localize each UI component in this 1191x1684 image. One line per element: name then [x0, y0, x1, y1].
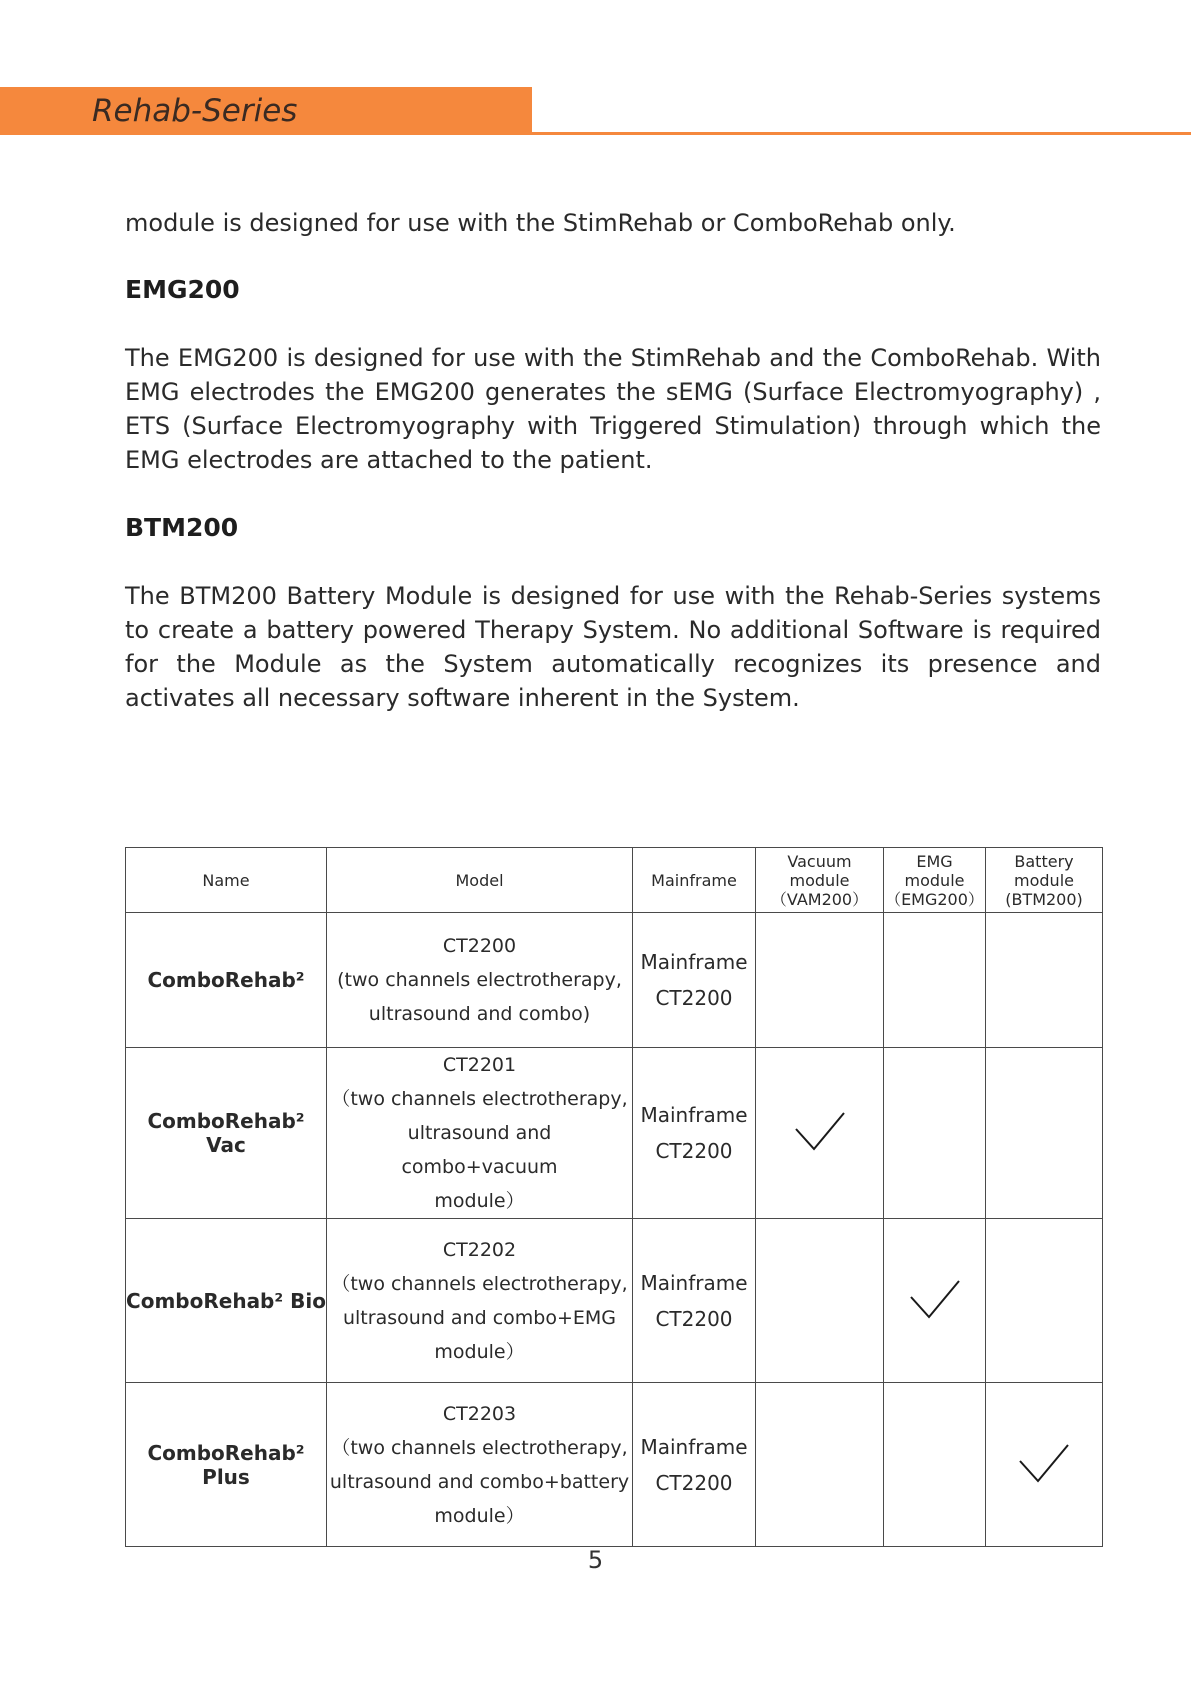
- table-row: [126, 913, 1103, 1048]
- table-row: [126, 1048, 1103, 1219]
- header-mainframe: Mainframe: [633, 848, 756, 913]
- header-rule: [532, 132, 1191, 135]
- model-table: [125, 847, 1103, 1547]
- row-name: ComboRehab² Vac: [126, 1048, 327, 1219]
- row-battery-cell: [986, 1219, 1103, 1383]
- row-model: CT2203 （two channels electrotherapy, ultrasound and combo+battery module）: [327, 1383, 633, 1547]
- row-vacuum-cell: [756, 913, 884, 1048]
- section-heading-btm200: BTM200: [125, 513, 239, 542]
- row-name: ComboRehab² Bio: [126, 1219, 327, 1383]
- row-vacuum-cell: [756, 1383, 884, 1547]
- table-header-row: [126, 848, 1103, 913]
- row-emg-cell: [884, 1048, 986, 1219]
- row-emg-cell: [884, 913, 986, 1048]
- row-mainframe: Mainframe CT2200: [633, 1383, 756, 1547]
- checkmark-icon: [794, 1111, 846, 1151]
- row-model: CT2200 (two channels electrotherapy, ultrasound and combo): [327, 913, 633, 1048]
- row-mainframe: Mainframe CT2200: [633, 1219, 756, 1383]
- row-mainframe: Mainframe CT2200: [633, 1048, 756, 1219]
- row-emg-cell: [884, 1383, 986, 1547]
- row-name: ComboRehab²: [126, 913, 327, 1048]
- row-battery-cell: [986, 913, 1103, 1048]
- row-model: CT2202 （two channels electrotherapy, ultrasound and combo+EMG module）: [327, 1219, 633, 1383]
- header-vacuum-module: Vacuum module （VAM200）: [756, 848, 884, 913]
- table-row: [126, 1383, 1103, 1547]
- row-model: CT2201 （two channels electrotherapy, ultrasound and combo+vacuum module）: [327, 1048, 633, 1219]
- header-battery-module: Battery module (BTM200): [986, 848, 1103, 913]
- row-vacuum-cell: [756, 1048, 884, 1219]
- header-name: Name: [126, 848, 327, 913]
- checkmark-icon: [909, 1279, 961, 1319]
- header-title: Rehab-Series: [92, 93, 298, 129]
- row-mainframe: Mainframe CT2200: [633, 913, 756, 1048]
- row-vacuum-cell: [756, 1219, 884, 1383]
- section-body-btm200: The BTM200 Battery Module is designed for use with the Rehab-Series systems to create a battery powered Therapy System. No additional Software is required for the Module as the System automatically recognizes its presence and activates all necessary software inherent in the System.: [125, 582, 1101, 712]
- section-body-emg200: The EMG200 is designed for use with the StimRehab and the ComboRehab. With EMG electrodes the EMG200 generates the sEMG (Surface Electromyography) , ETS (Surface Electromyography with Triggered Stimulation) through which the EMG electrodes are attached to the patient.: [125, 344, 1101, 474]
- row-battery-cell: [986, 1383, 1103, 1547]
- intro-paragraph: module is designed for use with the StimRehab or ComboRehab only.: [125, 209, 956, 237]
- header-model: Model: [327, 848, 633, 913]
- section-heading-emg200: EMG200: [125, 275, 240, 304]
- row-name: ComboRehab² Plus: [126, 1383, 327, 1547]
- row-emg-cell: [884, 1219, 986, 1383]
- page-number: 5: [587, 1546, 604, 1574]
- row-battery-cell: [986, 1048, 1103, 1219]
- checkmark-icon: [1018, 1443, 1070, 1483]
- header-emg-module: EMG module （EMG200）: [884, 848, 986, 913]
- table-row: [126, 1219, 1103, 1383]
